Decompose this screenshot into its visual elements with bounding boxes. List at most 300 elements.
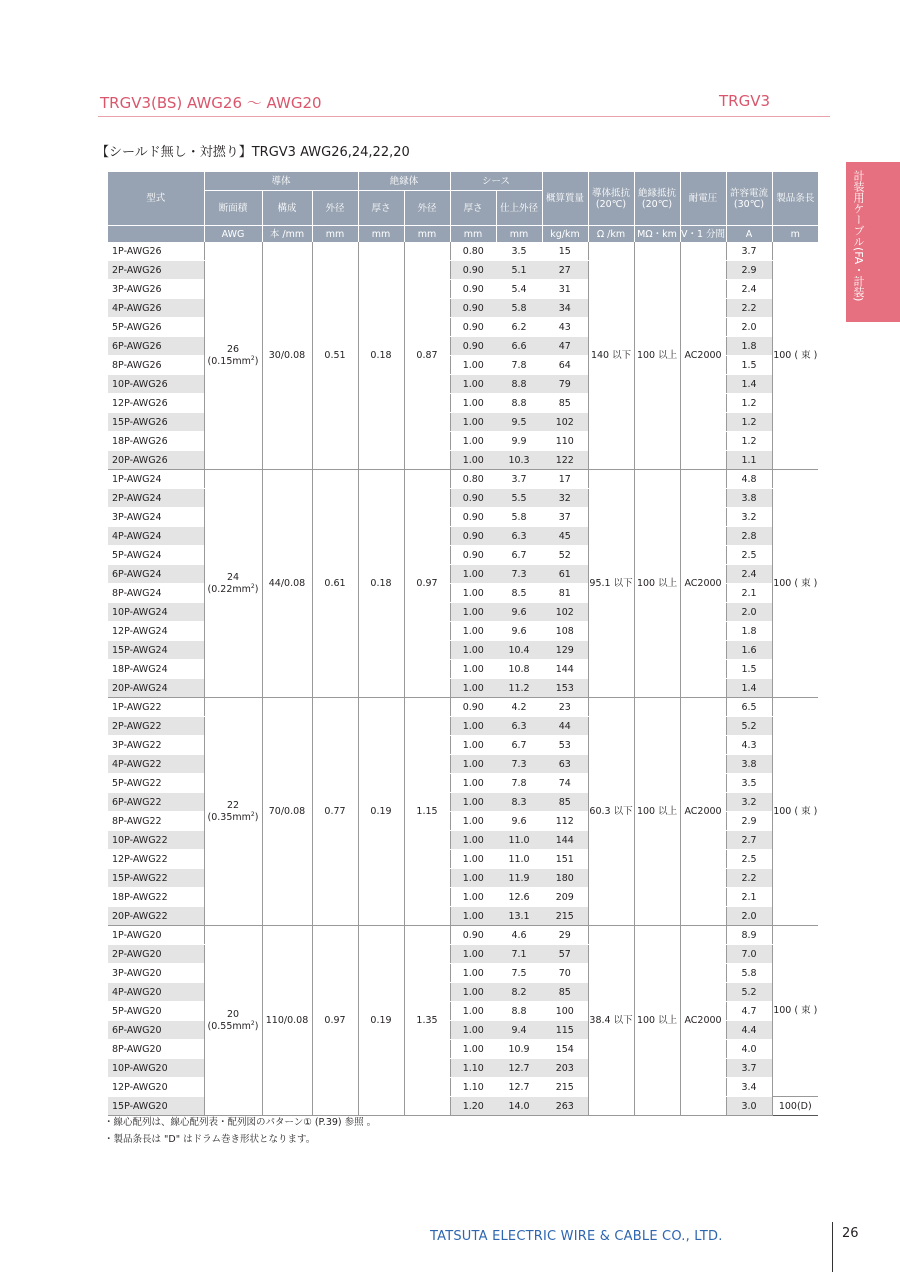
cell-sheath-thickness: 1.00 — [450, 945, 496, 964]
cell-model: 20P-AWG26 — [108, 451, 204, 470]
cell-current: 3.5 — [726, 774, 772, 793]
cell-model: 8P-AWG20 — [108, 1040, 204, 1059]
cell-sheath-thickness: 1.00 — [450, 641, 496, 660]
cell-weight: 209 — [542, 888, 588, 907]
footnote: ・線心配列は、線心配列表・配列図のパターン① (P.39) 参照 。 — [104, 1117, 377, 1128]
cell-current: 5.2 — [726, 983, 772, 1002]
area-awg: 22 — [226, 799, 240, 811]
cell-sheath-thickness: 0.90 — [450, 508, 496, 527]
cell-cond-od: 0.61 — [312, 470, 358, 698]
cell-weight: 144 — [542, 660, 588, 679]
cell-model: 1P-AWG22 — [108, 698, 204, 717]
col-insulation-thickness: 厚さ — [358, 191, 404, 226]
cell-sheath-od: 8.2 — [496, 983, 542, 1002]
cell-model: 10P-AWG22 — [108, 831, 204, 850]
cell-weight: 110 — [542, 432, 588, 451]
cell-model: 20P-AWG22 — [108, 907, 204, 926]
cell-sheath-thickness: 1.00 — [450, 1021, 496, 1040]
cell-model: 6P-AWG26 — [108, 337, 204, 356]
cell-weight: 63 — [542, 755, 588, 774]
cell-area — [204, 698, 262, 926]
unit-insulation-thickness: mm — [358, 226, 404, 243]
cell-sheath-thickness: 1.00 — [450, 660, 496, 679]
area-awg: 20 — [226, 1008, 240, 1020]
cell-model: 5P-AWG22 — [108, 774, 204, 793]
cell-length: 100 ( 束 ) — [772, 470, 818, 698]
cell-current: 2.7 — [726, 831, 772, 850]
cell-sheath-od: 7.8 — [496, 774, 542, 793]
page-title: TRGV3(BS) AWG26 〜 AWG20 — [100, 94, 322, 112]
cell-current: 7.0 — [726, 945, 772, 964]
cell-model: 6P-AWG24 — [108, 565, 204, 584]
cell-current: 3.2 — [726, 793, 772, 812]
cell-current: 1.2 — [726, 413, 772, 432]
cell-sheath-od: 8.8 — [496, 394, 542, 413]
cell-length-drum: 100(D) — [772, 1097, 818, 1116]
spec-table — [108, 172, 818, 1116]
table-row — [108, 242, 818, 261]
cell-sheath-od: 9.4 — [496, 1021, 542, 1040]
cell-sheath-od: 6.3 — [496, 717, 542, 736]
cell-model: 18P-AWG24 — [108, 660, 204, 679]
cell-model: 5P-AWG24 — [108, 546, 204, 565]
cell-sheath-thickness: 1.00 — [450, 451, 496, 470]
cell-sheath-thickness: 1.00 — [450, 394, 496, 413]
cell-sheath-od: 14.0 — [496, 1097, 542, 1116]
footer-divider — [832, 1222, 833, 1272]
cell-model: 4P-AWG22 — [108, 755, 204, 774]
col-config: 構成 — [262, 191, 312, 226]
cell-weight: 45 — [542, 527, 588, 546]
unit-voltage: V・1 分間 — [680, 226, 726, 243]
cell-weight: 47 — [542, 337, 588, 356]
cell-sheath-thickness: 0.90 — [450, 299, 496, 318]
footnotes — [104, 1114, 376, 1148]
cell-current: 1.2 — [726, 394, 772, 413]
cell-current: 1.4 — [726, 375, 772, 394]
cell-sheath-od: 10.9 — [496, 1040, 542, 1059]
series-name: TRGV3 — [718, 92, 770, 110]
section-subtitle: 【シールド無し・対撚り】TRGV3 AWG26,24,22,20 — [96, 145, 410, 160]
cell-current: 4.8 — [726, 470, 772, 489]
cell-weight: 102 — [542, 413, 588, 432]
cell-ins-res: 100 以上 — [634, 698, 680, 926]
cell-sheath-thickness: 1.00 — [450, 1040, 496, 1059]
cell-weight: 100 — [542, 1002, 588, 1021]
cell-weight: 29 — [542, 926, 588, 945]
cell-current: 6.5 — [726, 698, 772, 717]
unit-config: 本 /mm — [262, 226, 312, 243]
cell-sheath-thickness: 0.90 — [450, 280, 496, 299]
side-tab-label: 計装用ケーブル(FA・計装) — [852, 170, 865, 302]
area-mm2-value: (0.15mm — [207, 355, 251, 367]
cell-weight: 215 — [542, 907, 588, 926]
cell-sheath-od: 8.8 — [496, 1002, 542, 1021]
cell-sheath-thickness: 0.90 — [450, 318, 496, 337]
cell-weight: 17 — [542, 470, 588, 489]
cell-sheath-od: 7.3 — [496, 755, 542, 774]
cell-voltage: AC2000 — [680, 926, 726, 1116]
cell-model: 8P-AWG22 — [108, 812, 204, 831]
cell-weight: 154 — [542, 1040, 588, 1059]
cell-sheath-od: 10.4 — [496, 641, 542, 660]
cell-sheath-od: 7.3 — [496, 565, 542, 584]
area-mm2-value: (0.35mm — [207, 811, 251, 823]
cell-sheath-thickness: 0.90 — [450, 527, 496, 546]
cell-sheath-od: 13.1 — [496, 907, 542, 926]
unit-sheath-od: mm — [496, 226, 542, 243]
unit-length: m — [772, 226, 818, 243]
col-voltage: 耐電圧 — [680, 172, 726, 226]
cell-sheath-thickness: 1.10 — [450, 1078, 496, 1097]
cell-model: 1P-AWG26 — [108, 242, 204, 261]
cell-sheath-thickness: 1.00 — [450, 812, 496, 831]
cell-model: 3P-AWG22 — [108, 736, 204, 755]
cell-current: 3.7 — [726, 242, 772, 261]
cell-weight: 15 — [542, 242, 588, 261]
cell-current: 1.5 — [726, 356, 772, 375]
cell-model: 12P-AWG22 — [108, 850, 204, 869]
cell-weight: 153 — [542, 679, 588, 698]
area-mm2-value: (0.22mm — [207, 583, 251, 595]
cell-weight: 85 — [542, 983, 588, 1002]
table-row — [108, 926, 818, 945]
cell-current: 2.4 — [726, 565, 772, 584]
cell-sheath-thickness: 1.00 — [450, 793, 496, 812]
cell-weight: 115 — [542, 1021, 588, 1040]
cell-length: 100 ( 束 ) — [772, 926, 818, 1097]
cell-sheath-od: 9.6 — [496, 622, 542, 641]
cell-weight: 263 — [542, 1097, 588, 1116]
cell-sheath-od: 11.0 — [496, 831, 542, 850]
cell-sheath-od: 8.5 — [496, 584, 542, 603]
cell-weight: 53 — [542, 736, 588, 755]
cell-sheath-od: 11.9 — [496, 869, 542, 888]
cell-current: 2.4 — [726, 280, 772, 299]
cell-weight: 74 — [542, 774, 588, 793]
col-sheath-od: 仕上外径 — [496, 191, 542, 226]
cell-sheath-thickness: 1.00 — [450, 755, 496, 774]
cell-weight: 215 — [542, 1078, 588, 1097]
cell-sheath-thickness: 1.00 — [450, 869, 496, 888]
spec-table-body — [108, 242, 818, 1116]
cell-ins-res: 100 以上 — [634, 470, 680, 698]
cell-sheath-od: 10.8 — [496, 660, 542, 679]
area-mm2: $(0.15mm^2)$ — [207, 354, 259, 367]
cell-current: 1.1 — [726, 451, 772, 470]
cell-model: 4P-AWG24 — [108, 527, 204, 546]
cell-sheath-od: 5.4 — [496, 280, 542, 299]
cell-sheath-thickness: 1.00 — [450, 736, 496, 755]
cell-model: 2P-AWG20 — [108, 945, 204, 964]
cell-model: 3P-AWG26 — [108, 280, 204, 299]
cell-voltage: AC2000 — [680, 242, 726, 470]
cell-sheath-thickness: 0.90 — [450, 926, 496, 945]
cell-sheath-thickness: 1.00 — [450, 1002, 496, 1021]
cell-sheath-od: 6.3 — [496, 527, 542, 546]
cell-config: 110/0.08 — [262, 926, 312, 1116]
cell-ins-thick: 0.18 — [358, 242, 404, 470]
table-row — [108, 470, 818, 489]
cell-model: 2P-AWG26 — [108, 261, 204, 280]
cell-sheath-thickness: 1.00 — [450, 983, 496, 1002]
cell-sheath-od: 6.7 — [496, 546, 542, 565]
cell-current: 4.7 — [726, 1002, 772, 1021]
cell-sheath-thickness: 1.00 — [450, 432, 496, 451]
area-awg: 24 — [226, 571, 240, 583]
cell-sheath-od: 12.7 — [496, 1059, 542, 1078]
cell-sheath-od: 12.6 — [496, 888, 542, 907]
cell-weight: 144 — [542, 831, 588, 850]
cell-current: 5.2 — [726, 717, 772, 736]
cell-sheath-thickness: 1.00 — [450, 964, 496, 983]
cell-voltage: AC2000 — [680, 470, 726, 698]
cell-ins-od: 1.15 — [404, 698, 450, 926]
cell-weight: 52 — [542, 546, 588, 565]
cell-sheath-od: 12.7 — [496, 1078, 542, 1097]
unit-sheath-thickness: mm — [450, 226, 496, 243]
cell-sheath-od: 7.1 — [496, 945, 542, 964]
cell-current: 2.5 — [726, 850, 772, 869]
cell-weight: 43 — [542, 318, 588, 337]
cell-config: 30/0.08 — [262, 242, 312, 470]
cell-current: 3.0 — [726, 1097, 772, 1116]
cell-sheath-thickness: 0.90 — [450, 489, 496, 508]
cell-ins-od: 0.87 — [404, 242, 450, 470]
cell-model: 6P-AWG20 — [108, 1021, 204, 1040]
cell-sheath-thickness: 1.20 — [450, 1097, 496, 1116]
col-insulation-od: 外径 — [404, 191, 450, 226]
cell-current: 4.0 — [726, 1040, 772, 1059]
cell-cond-res: 95.1 以下 — [588, 470, 634, 698]
cell-weight: 151 — [542, 850, 588, 869]
cell-current: 2.9 — [726, 812, 772, 831]
cell-weight: 64 — [542, 356, 588, 375]
cell-length: 100 ( 束 ) — [772, 698, 818, 926]
cell-sheath-thickness: 1.00 — [450, 356, 496, 375]
area-mm2: $(0.22mm^2)$ — [207, 582, 259, 595]
cell-current: 2.0 — [726, 907, 772, 926]
cell-weight: 44 — [542, 717, 588, 736]
cell-model: 2P-AWG22 — [108, 717, 204, 736]
cell-weight: 27 — [542, 261, 588, 280]
cell-model: 12P-AWG24 — [108, 622, 204, 641]
cell-weight: 79 — [542, 375, 588, 394]
cell-sheath-thickness: 1.00 — [450, 717, 496, 736]
cell-weight: 23 — [542, 698, 588, 717]
cell-model: 4P-AWG26 — [108, 299, 204, 318]
cell-weight: 180 — [542, 869, 588, 888]
cell-weight: 81 — [542, 584, 588, 603]
cell-current: 2.0 — [726, 603, 772, 622]
col-length: 製品条長 — [772, 172, 818, 226]
col-weight: 概算質量 — [542, 172, 588, 226]
col-model: 型式 — [108, 172, 204, 226]
cell-model: 20P-AWG24 — [108, 679, 204, 698]
cell-model: 12P-AWG20 — [108, 1078, 204, 1097]
cell-config: 70/0.08 — [262, 698, 312, 926]
cell-weight: 70 — [542, 964, 588, 983]
cell-sheath-od: 5.8 — [496, 299, 542, 318]
cell-sheath-thickness: 0.90 — [450, 546, 496, 565]
cell-ins-res: 100 以上 — [634, 926, 680, 1116]
cell-cond-res: 140 以下 — [588, 242, 634, 470]
cell-current: 3.7 — [726, 1059, 772, 1078]
cell-model: 10P-AWG20 — [108, 1059, 204, 1078]
cell-model: 3P-AWG20 — [108, 964, 204, 983]
cell-model: 4P-AWG20 — [108, 983, 204, 1002]
cell-current: 1.6 — [726, 641, 772, 660]
cell-model: 15P-AWG26 — [108, 413, 204, 432]
cell-weight: 34 — [542, 299, 588, 318]
cell-weight: 31 — [542, 280, 588, 299]
cell-sheath-od: 3.5 — [496, 242, 542, 261]
cell-current: 4.4 — [726, 1021, 772, 1040]
cell-weight: 203 — [542, 1059, 588, 1078]
cell-current: 3.8 — [726, 755, 772, 774]
cell-model: 15P-AWG22 — [108, 869, 204, 888]
cell-sheath-od: 7.5 — [496, 964, 542, 983]
cell-sheath-od: 9.5 — [496, 413, 542, 432]
col-current: 許容電流(30℃) — [726, 172, 772, 226]
cell-ins-od: 1.35 — [404, 926, 450, 1116]
cell-sheath-thickness: 0.80 — [450, 470, 496, 489]
cell-current: 3.2 — [726, 508, 772, 527]
cell-weight: 108 — [542, 622, 588, 641]
cell-current: 1.8 — [726, 622, 772, 641]
cell-sheath-thickness: 1.00 — [450, 413, 496, 432]
cell-sheath-thickness: 1.00 — [450, 375, 496, 394]
col-insulation-resistance: 絶縁抵抗(20℃) — [634, 172, 680, 226]
cell-model: 6P-AWG22 — [108, 793, 204, 812]
cell-sheath-thickness: 1.00 — [450, 831, 496, 850]
cell-sheath-thickness: 1.00 — [450, 850, 496, 869]
cell-sheath-od: 4.6 — [496, 926, 542, 945]
cell-current: 1.4 — [726, 679, 772, 698]
table-row — [108, 698, 818, 717]
unit-conductor-resistance: Ω /km — [588, 226, 634, 243]
col-insulation: 絶縁体 — [358, 172, 450, 191]
cell-sheath-od: 7.8 — [496, 356, 542, 375]
unit-area: AWG — [204, 226, 262, 243]
cell-cond-res: 38.4 以下 — [588, 926, 634, 1116]
cell-area — [204, 242, 262, 470]
unit-conductor-od: mm — [312, 226, 358, 243]
cell-model: 3P-AWG24 — [108, 508, 204, 527]
cell-ins-thick: 0.19 — [358, 698, 404, 926]
cell-current: 4.3 — [726, 736, 772, 755]
cell-sheath-thickness: 0.90 — [450, 261, 496, 280]
cell-weight: 112 — [542, 812, 588, 831]
cell-current: 3.8 — [726, 489, 772, 508]
cell-current: 2.5 — [726, 546, 772, 565]
cell-current: 5.8 — [726, 964, 772, 983]
cell-model: 1P-AWG24 — [108, 470, 204, 489]
cell-model: 18P-AWG22 — [108, 888, 204, 907]
col-sheath-thickness: 厚さ — [450, 191, 496, 226]
cell-sheath-od: 5.5 — [496, 489, 542, 508]
unit-insulation-od: mm — [404, 226, 450, 243]
cell-sheath-od: 9.6 — [496, 812, 542, 831]
cell-model: 8P-AWG24 — [108, 584, 204, 603]
cell-weight: 57 — [542, 945, 588, 964]
area-mm2: $(0.35mm^2)$ — [207, 810, 259, 823]
cell-sheath-od: 6.7 — [496, 736, 542, 755]
col-area: 断面積 — [204, 191, 262, 226]
cell-cond-od: 0.51 — [312, 242, 358, 470]
header-divider — [98, 116, 830, 117]
cell-current: 1.2 — [726, 432, 772, 451]
cell-area — [204, 470, 262, 698]
cell-weight: 37 — [542, 508, 588, 527]
col-conductor: 導体 — [204, 172, 358, 191]
cell-current: 2.1 — [726, 888, 772, 907]
cell-sheath-od: 11.0 — [496, 850, 542, 869]
cell-cond-od: 0.77 — [312, 698, 358, 926]
cell-current: 1.5 — [726, 660, 772, 679]
cell-sheath-od: 4.2 — [496, 698, 542, 717]
unit-model — [108, 226, 204, 243]
cell-model: 8P-AWG26 — [108, 356, 204, 375]
cell-current: 3.4 — [726, 1078, 772, 1097]
cell-sheath-od: 10.3 — [496, 451, 542, 470]
cell-sheath-od: 6.6 — [496, 337, 542, 356]
cell-model: 10P-AWG26 — [108, 375, 204, 394]
unit-insulation-resistance: MΩ・km — [634, 226, 680, 243]
cell-weight: 85 — [542, 394, 588, 413]
cell-model: 5P-AWG26 — [108, 318, 204, 337]
cell-model: 10P-AWG24 — [108, 603, 204, 622]
footnote: ・製品条長は "D" はドラム巻き形状となります。 — [104, 1134, 316, 1145]
cell-sheath-od: 6.2 — [496, 318, 542, 337]
cell-model: 15P-AWG24 — [108, 641, 204, 660]
cell-config: 44/0.08 — [262, 470, 312, 698]
cell-ins-res: 100 以上 — [634, 242, 680, 470]
cell-weight: 85 — [542, 793, 588, 812]
cell-length: 100 ( 束 ) — [772, 242, 818, 470]
cell-model: 12P-AWG26 — [108, 394, 204, 413]
cell-cond-res: 60.3 以下 — [588, 698, 634, 926]
cell-sheath-od: 5.1 — [496, 261, 542, 280]
cell-sheath-thickness: 1.10 — [450, 1059, 496, 1078]
cell-sheath-thickness: 1.00 — [450, 888, 496, 907]
cell-sheath-od: 9.6 — [496, 603, 542, 622]
col-conductor-resistance: 導体抵抗(20℃) — [588, 172, 634, 226]
company-name: TATSUTA ELECTRIC WIRE & CABLE CO., LTD. — [430, 1229, 723, 1244]
cell-cond-od: 0.97 — [312, 926, 358, 1116]
cell-weight: 102 — [542, 603, 588, 622]
cell-sheath-od: 9.9 — [496, 432, 542, 451]
cell-sheath-od: 8.3 — [496, 793, 542, 812]
page-number: 26 — [842, 1226, 859, 1241]
cell-sheath-thickness: 1.00 — [450, 584, 496, 603]
cell-current: 2.8 — [726, 527, 772, 546]
cell-sheath-od: 3.7 — [496, 470, 542, 489]
cell-model: 5P-AWG20 — [108, 1002, 204, 1021]
cell-current: 2.2 — [726, 869, 772, 888]
cell-sheath-thickness: 1.00 — [450, 907, 496, 926]
cell-sheath-thickness: 0.90 — [450, 698, 496, 717]
cell-weight: 61 — [542, 565, 588, 584]
cell-voltage: AC2000 — [680, 698, 726, 926]
cell-sheath-thickness: 1.00 — [450, 774, 496, 793]
cell-sheath-thickness: 0.90 — [450, 337, 496, 356]
cell-current: 2.1 — [726, 584, 772, 603]
cell-sheath-thickness: 0.80 — [450, 242, 496, 261]
cell-sheath-thickness: 1.00 — [450, 679, 496, 698]
cell-current: 8.9 — [726, 926, 772, 945]
area-mm2-value: (0.55mm — [207, 1020, 251, 1032]
